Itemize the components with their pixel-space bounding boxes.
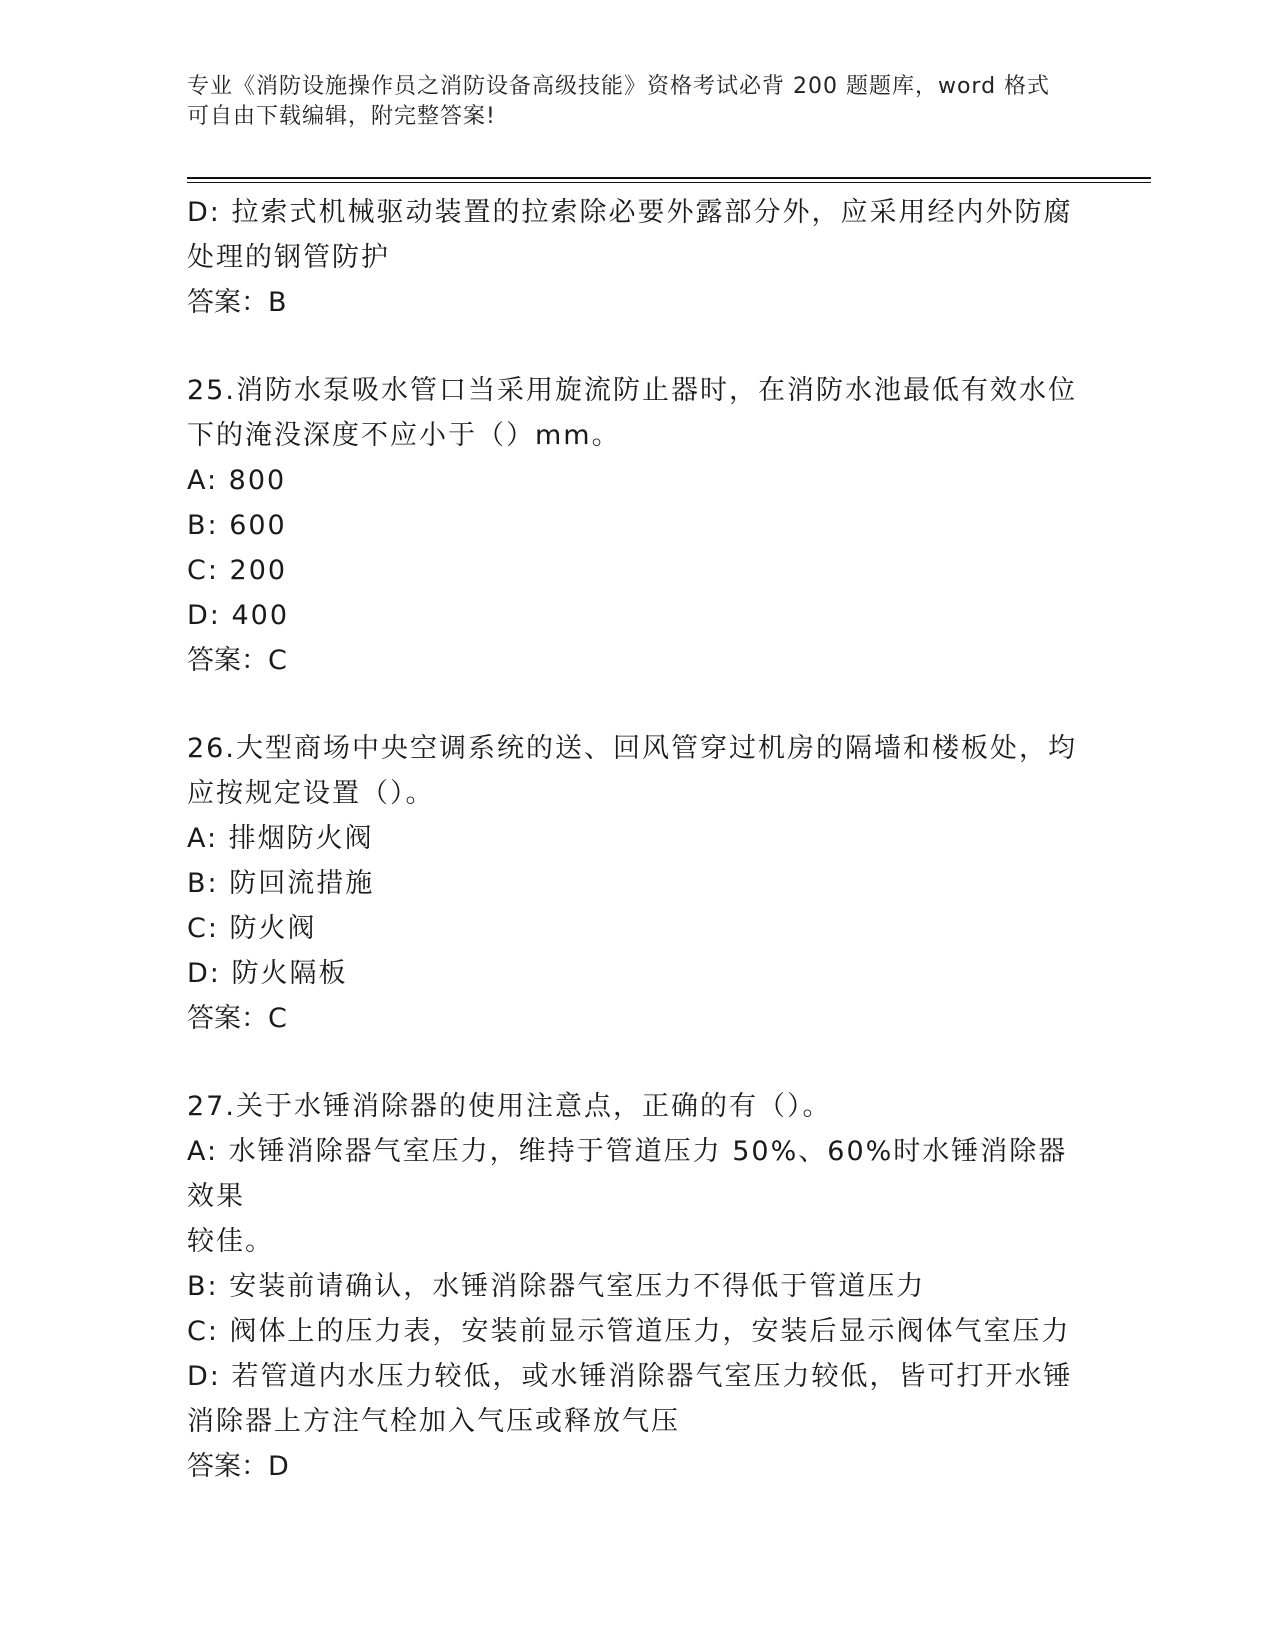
option-a: A: 排烟防火阀 [187, 823, 374, 854]
option-a-continued: 较佳。 [187, 1226, 274, 1257]
answer-line: 答案：B [187, 287, 287, 318]
question-block-25 [187, 368, 1087, 683]
option-d-continued: 消除器上方注气栓加入气压或释放气压 [187, 1406, 680, 1437]
answer-line: 答案：C [187, 645, 287, 676]
option-b: B: 安装前请确认，水锤消除器气室压力不得低于管道压力 [187, 1271, 926, 1302]
option-a: A: 水锤消除器气室压力，维持于管道压力 50%、60%时水锤消除器效果 [187, 1136, 1068, 1212]
answer-line: 答案：D [187, 1451, 289, 1482]
header-rule-thick [187, 177, 1151, 179]
option-d: D: 防火隔板 [187, 958, 348, 989]
question-stem: 下的淹没深度不应小于（）mm。 [187, 420, 621, 451]
option-line: D: 拉索式机械驱动装置的拉索除必要外露部分外，应采用经内外防腐 [187, 197, 1073, 228]
question-block-27 [187, 1084, 1087, 1489]
option-b: B: 防回流措施 [187, 868, 375, 899]
question-stem: 27.关于水锤消除器的使用注意点，正确的有（）。 [187, 1091, 832, 1122]
header-rule-thin [187, 182, 1151, 183]
question-stem: 25.消防水泵吸水管口当采用旋流防止器时，在消防水池最低有效水位 [187, 375, 1077, 406]
page-header: 专业《消防设施操作员之消防设备高级技能》资格考试必背 200 题题库，word 格式可自由下载编辑，附完整答案! [187, 74, 1051, 129]
option-d: D: 400 [187, 600, 290, 631]
document-body [187, 190, 1087, 1489]
answer-line: 答案：C [187, 1003, 287, 1034]
question-stem: 应按规定设置（）。 [187, 778, 435, 809]
option-c: C: 防火阀 [187, 913, 317, 944]
question-block-24-continued [187, 190, 1087, 325]
question-block-26 [187, 726, 1087, 1041]
option-c: C: 200 [187, 555, 288, 586]
option-c: C: 阀体上的压力表，安装前显示管道压力，安装后显示阀体气室压力 [187, 1316, 1071, 1347]
option-line: 处理的钢管防护 [187, 242, 390, 273]
question-stem: 26.大型商场中央空调系统的送、回风管穿过机房的隔墙和楼板处，均 [187, 733, 1077, 764]
option-a: A: 800 [187, 465, 287, 496]
option-b: B: 600 [187, 510, 287, 541]
option-d: D: 若管道内水压力较低，或水锤消除器气室压力较低，皆可打开水锤 [187, 1361, 1073, 1392]
